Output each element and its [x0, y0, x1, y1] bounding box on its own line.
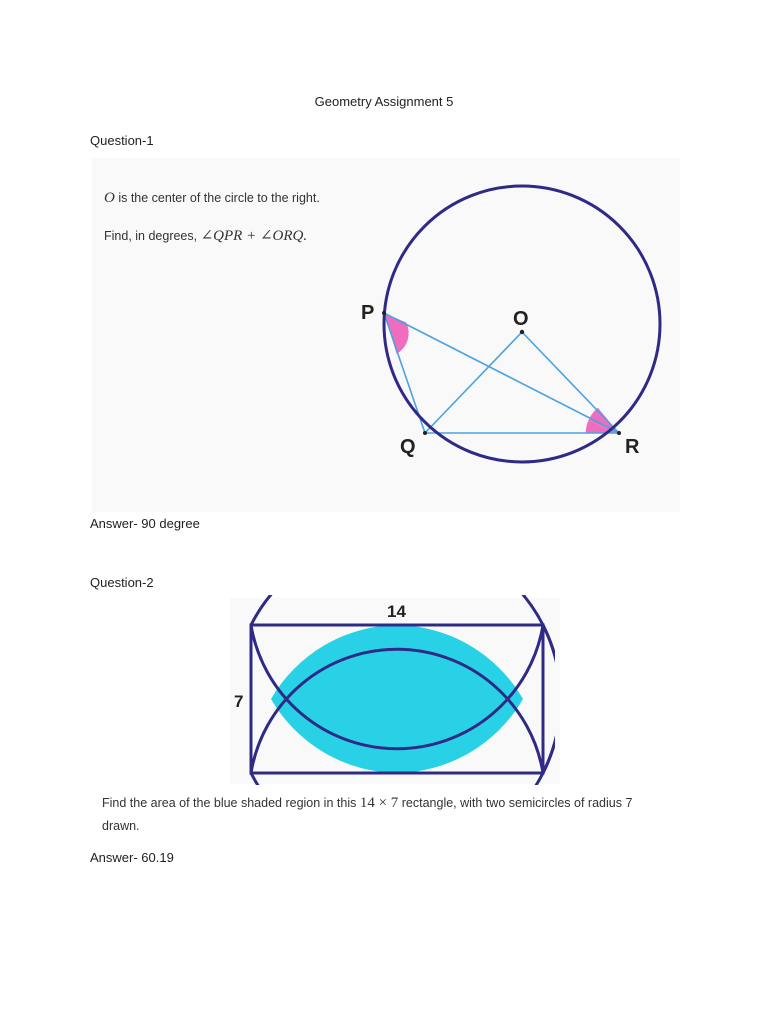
point-r: [617, 431, 621, 435]
question-2-text: [102, 795, 632, 811]
question-2-text-line2: drawn.: [102, 819, 140, 833]
segment-qo: [425, 332, 522, 433]
label-q: Q: [400, 436, 416, 458]
answer-1: Answer- 90 degree: [90, 516, 200, 531]
question-2-label: Question-2: [90, 575, 154, 590]
question-2-text-part1: Find the area of the blue shaded region in this: [102, 796, 360, 810]
label-o: O: [513, 308, 529, 330]
question-1-intro: [104, 190, 320, 206]
math-angle-expression: ∠QPR + ∠ORQ.: [200, 228, 308, 244]
circle-geometry-figure: [350, 180, 680, 500]
answer-2: Answer- 60.19: [90, 850, 174, 865]
label-r: R: [625, 436, 640, 458]
question-1-intro-text: is the center of the circle to the right.: [114, 191, 320, 205]
document-title: Geometry Assignment 5: [314, 94, 454, 109]
math-o: O: [104, 190, 115, 206]
label-p: P: [361, 302, 375, 324]
segment-or: [522, 332, 619, 433]
point-q: [423, 431, 427, 435]
question-1-ask-text: Find, in degrees,: [104, 229, 201, 243]
label-width: 14: [387, 602, 406, 621]
math-dimensions: 14 × 7: [359, 795, 399, 811]
point-o: [520, 330, 524, 334]
rectangle-semicircles-figure: [225, 595, 555, 785]
blue-shaded-region: [271, 625, 523, 773]
label-height: 7: [234, 692, 244, 711]
question-1-ask: [104, 228, 307, 244]
question-2-text-part2: rectangle, with two semicircles of radius 7: [398, 796, 633, 810]
point-p: [382, 311, 386, 315]
question-1-label: Question-1: [90, 133, 154, 148]
